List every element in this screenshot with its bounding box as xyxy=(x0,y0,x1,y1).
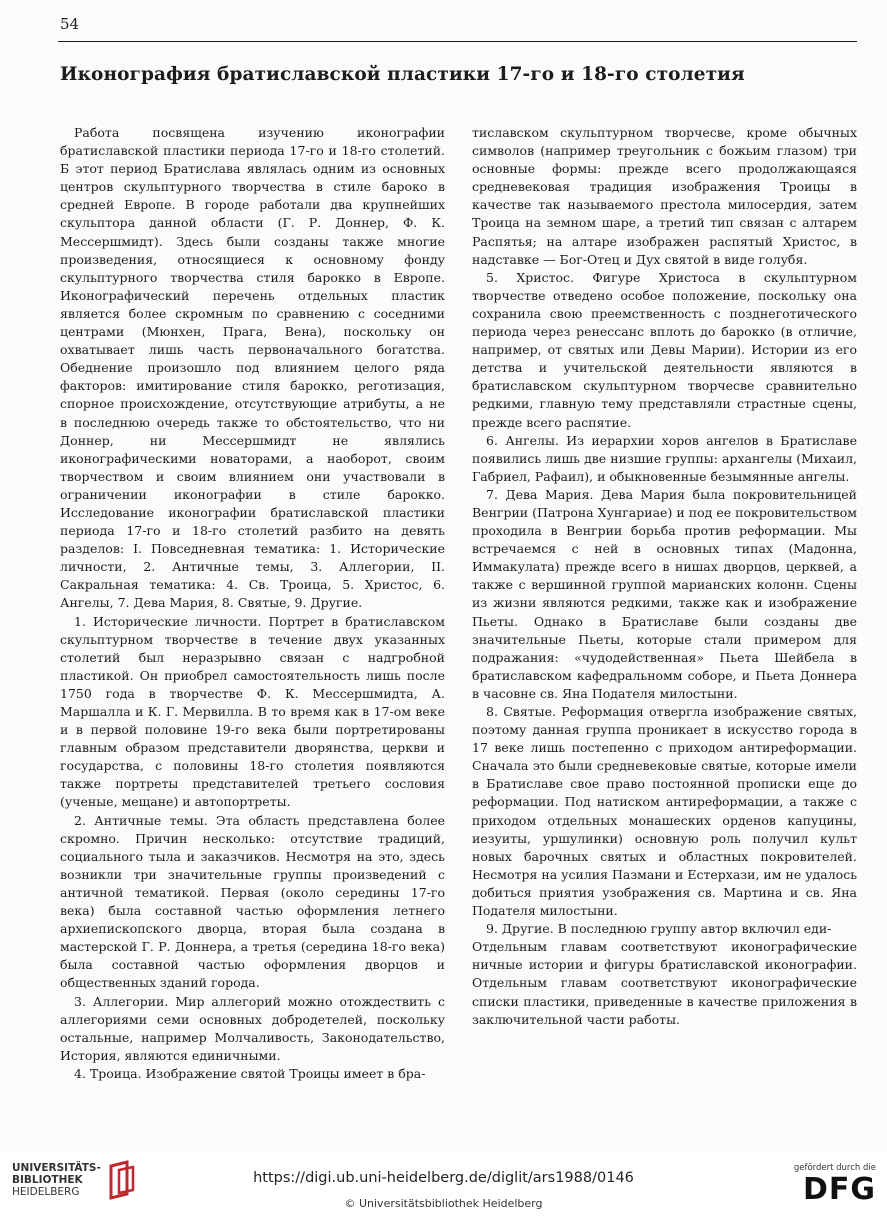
top-rule xyxy=(58,41,857,42)
copyright-notice: © Universitätsbibliothek Heidelberg xyxy=(344,1197,543,1210)
dfg-logo[interactable] xyxy=(788,1163,876,1207)
section-virgin-mary: 7. Дева Мария. Дева Мария была покровительницей Венгрии (Патрона Хунгариае) и под ее покровительством проходила в Венгрии борьба против реформации. Мы встречаемся с ней в основных типах (Мадонна, Иммакулата) прежде всего в нишах дворцов, церквей, а также с вершинной группой марианских колонн. Сцены из жизни являются редкими, также как и изображение Пьеты. Однако в Братиславе были созданы две значительные Пьеты, которые стали примером для подражания: «чудодейственная» Пьета Шейбела в братиславском кафедральномм соборе, и Пьета Доннера в часовне св. Яна Подателя милостыни. xyxy=(472,486,857,701)
permalink-url[interactable]: https://digi.ub.uni-heidelberg.de/diglit/ars1988/0146 xyxy=(253,1170,634,1186)
dfg-logo-mark: DFG xyxy=(802,1172,876,1207)
section-trinity: 4. Троица. Изображение святой Троицы имеет в бра- xyxy=(74,1065,426,1081)
closing-paragraph: Отдельным главам соответствуют иконографические ничные истории и фигуры братиславской иконографии. Отдельным главам соответствуют иконографические списки пластики, приведенные в качестве приложения в заключительной части работы. xyxy=(472,939,857,1027)
library-name-line1: UNIVERSITÄTS- xyxy=(12,1162,101,1174)
sponsor-note: gefördert durch die xyxy=(793,1163,876,1173)
library-name-line3: HEIDELBERG xyxy=(12,1186,80,1198)
page-number: 54 xyxy=(60,15,80,33)
intro-paragraph: Работа посвящена изучению иконографии братиславской пластики периода 17-го и 18-го столетий. Б этот период Братислава являлась одним из основных центров скульптурного творчества в стиле бароко в средней Европе. В городе работали два крупнейших скульптора данной области (Г. Р. Доннер, Ф. К. Мессершмидт). Здесь были созданы также многие произведения, относящиеся к основному фонду скульптурного творчества стиля барокко в Европе. Иконографический перечень отдельных пластик является более скромным по сравнению с соседними центрами (Мюнхен, Прага, Вена), поскольку он охватывает лишь часть первоначального богатства. Обеднение произошло под влиянием целого ряда факторов: имитирование стиля барокко, реготизация, спорное происхождение, отсутствующие атрибуты, а не в последнюю очередь также то обстоятельство, что ни Доннер, ни Мессершмидт не являлись иконографическими новаторами, а наоборот, своим творчеством и своим влиянием они участвовали в ограничении иконографии в стиле барокко. Исследование иконографии братиславской пластики периода 17-го и 18-го столетий разбито на девять разделов: I. Повседневная тематика: 1. Исторические личности, 2. Античные темы, 3. Аллегории, II. Сакральная тематика: 4. Св. Троица, 5. Христос, 6. Ангелы, 7. Дева Мария, 8. Святые, 9. Другие. xyxy=(60,125,445,611)
section-trinity-continued: тиславском скульптурном творчесве, кроме обычных символов (например треугольник с божьим глазом) три основные формы: прежде всего продолжающаяся средневековая традиция изображения Троицы в качестве так называемого престола милосердия, затем Троица на земном шаре, а третий тип связан с алтарем Распятья; на алтаре изображен распятый Христос, в надставке — Бог-Отец и Дух святой в виде голубя. xyxy=(472,125,857,267)
library-name-line2: BIBLIOTHEK xyxy=(12,1174,83,1186)
left-column xyxy=(60,124,445,1083)
right-column xyxy=(472,124,857,1029)
section-saints: 8. Святые. Реформация отвергла изображение святых, поэтому данная группа проникает в искусство города в 17 веке лишь постепенно с приходом антиреформации. Сначала это были средневековые святые, которые имели в Братиславе свое право постоянной прописки еще до реформации. Под натиском антиреформации, а также с приходом отдельных монашеских орденов капуцины, иезуиты, уршулинки) основную роль получил культ новых барочных святых и областных покровителей. Несмотря на усилия Пазмани и Естерхази, им не удалось добиться приятия узображения св. Мартина и св. Яна Подателя милостыни. xyxy=(472,704,857,919)
section-angels: 6. Ангелы. Из иерархии хоров ангелов в Братиславе появились лишь две низшие группы: архангелы (Михаил, Габриел, Рафаил), и обыкновенные безымянные ангелы. xyxy=(472,432,857,484)
section-historical-persons: 1. Исторические личности. Портрет в братиславском скульптурном творчестве в течение двух указанных столетий был неразрывно связан с надгробной пластикой. Он приобрел самостоятельность лишь после 1750 года в творчестве Ф. К. Мессершмидта, А. Маршалла и К. Г. Мервилла. В то время как в 17-ом веке и в первой половине 19-го века были портретированы главным образом представители дворянства, церкви и государства, с половины 18-го столетия появляются также портреты представителей третьего сословия (ученые, мещане) и автопортреты. xyxy=(60,613,445,810)
section-others: 9. Другие. В последнюю группу автор включил еди- xyxy=(486,921,832,937)
section-allegories: 3. Аллегории. Мир аллегорий можно отождествить с аллегориями семи основных добродетелей, поскольку остальные, например Молчаливость, Законодательство, История, являются единичными. xyxy=(60,993,445,1063)
page-title: Иконография братиславской пластики 17-го и 18-го столетия xyxy=(60,64,745,85)
section-antique-themes: 2. Античные темы. Эта область представлена более скромно. Причин несколько: отсутствие традиций, социального тыла и заказчиков. Несмотря на это, здесь возникли три значительные группы произведений с античной тематикой. Первая (около середины 17-го века) была составной частью оформления летнего архиепископского дворца, вторая была создана в мастерской Г. Р. Доннера, а третья (середина 18-го века) была составной частью оформления дворцов и общественных зданий города. xyxy=(60,812,445,991)
section-christ: 5. Христос. Фигуре Христоса в скульптурном творчестве отведено особое положение, поскольку она сохранила свою преемственность с позднеготического периода через ренессанс вплоть до барокко (в отличие, например, от святых или Девы Марии). Истории из его детства и учительской деятельности являются в братиславском скульптурном творчесве сравнительно редкими, главную тему представляли страстные сцены, прежде всего распятие. xyxy=(472,269,857,430)
